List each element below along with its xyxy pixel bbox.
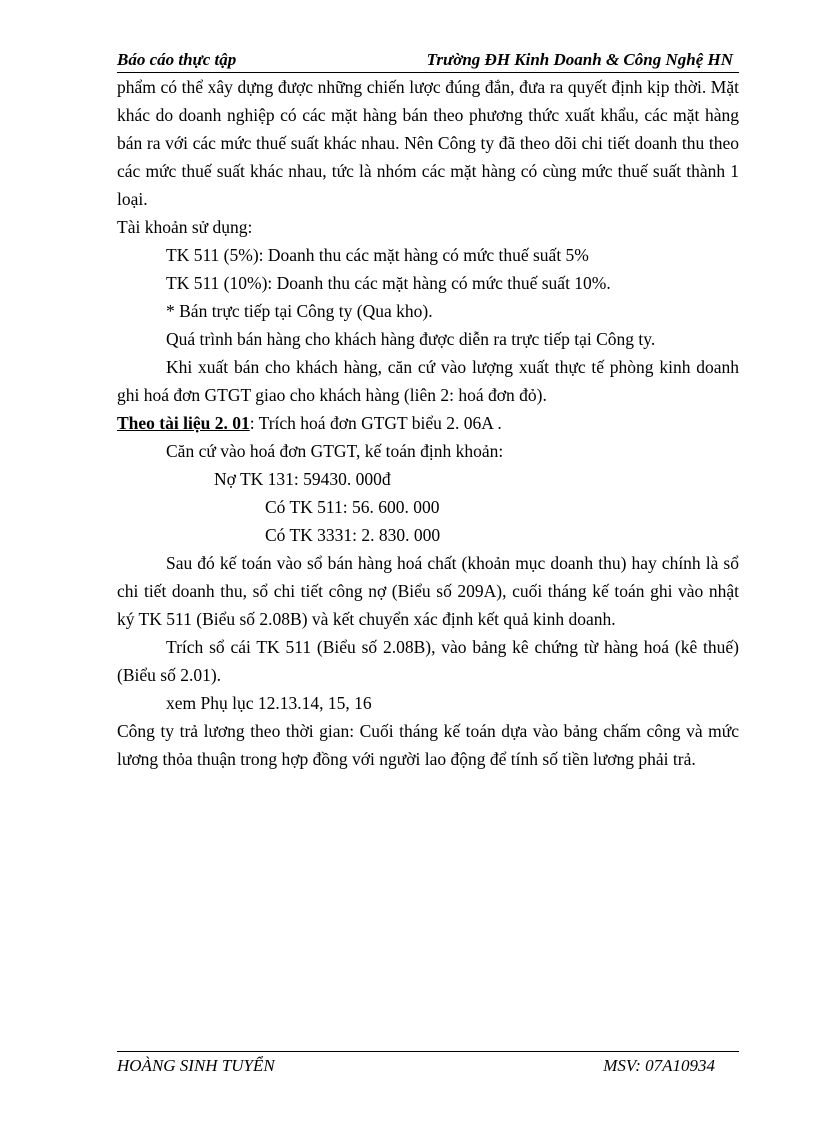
entry-credit-3331: Có TK 3331: 2. 830. 000 (265, 525, 441, 545)
paragraph-direct-sale: * Bán trực tiếp tại Công ty (Qua kho). (166, 301, 433, 321)
paragraph-invoice: Khi xuất bán cho khách hàng, căn cứ vào lượng xuất thực tế phòng kinh doanh ghi hoá đơn GTGT giao cho khách hàng (liên 2: hoá đơn đỏ). (117, 357, 739, 405)
reference-text: : Trích hoá đơn GTGT biểu 2. 06A . (249, 413, 502, 433)
paragraph-tk511-5: TK 511 (5%): Doanh thu các mặt hàng có mức thuế suất 5% (166, 245, 589, 265)
paragraph-ledger: Sau đó kế toán vào sổ bán hàng hoá chất (khoản mục doanh thu) hay chính là sổ chi tiết doanh thu, sổ chi tiết công nợ (Biểu số 209A), cuối tháng kế toán ghi vào nhật ký TK 511 (Biểu số 2.08B) và kết chuyển xác định kết quả kinh doanh. (117, 553, 739, 629)
reference-label: Theo tài liệu 2. 01 (117, 413, 250, 433)
paragraph-salary: Công ty trả lương theo thời gian: Cuối tháng kế toán dựa vào bảng chấm công và mức lương thỏa thuận trong hợp đồng với người lao động để tính số tiền lương phải trả. (117, 721, 739, 769)
header-school-name: Trường ĐH Kinh Doanh & Công Nghệ HN (426, 50, 733, 69)
paragraph-tk511-10: TK 511 (10%): Doanh thu các mặt hàng có mức thuế suất 10%. (166, 273, 611, 293)
paragraph-reference (117, 409, 739, 437)
entry-credit-511: Có TK 511: 56. 600. 000 (265, 497, 440, 517)
paragraph-appendix: xem Phụ lục 12.13.14, 15, 16 (166, 693, 372, 713)
paragraph-entry-intro: Căn cứ vào hoá đơn GTGT, kế toán định khoản: (166, 441, 504, 461)
footer-author: HOÀNG SINH TUYỂN (117, 1056, 275, 1075)
paragraph-accounts-heading: Tài khoản sử dụng: (117, 217, 253, 237)
paragraph-intro: phẩm có thể xây dựng được những chiến lược đúng đắn, đưa ra quyết định kịp thời. Mặt khác do doanh nghiệp có các mặt hàng bán theo phương thức xuất khẩu, các mặt hàng bán ra với các mức thuế suất khác nhau. Nên Công ty đã theo dõi chi tiết doanh thu theo các mức thuế suất khác nhau, tức là nhóm các mặt hàng có cùng mức thuế suất thành 1 loại. (117, 77, 739, 209)
page-footer (117, 1051, 739, 1075)
header-report-title: Báo cáo thực tập (117, 50, 237, 69)
document-body (117, 73, 739, 773)
paragraph-sale-process: Quá trình bán hàng cho khách hàng được diễn ra trực tiếp tại Công ty. (166, 329, 656, 349)
page-header (117, 50, 739, 73)
footer-student-id: MSV: 07A10934 (603, 1056, 715, 1075)
paragraph-general-ledger: Trích sổ cái TK 511 (Biểu số 2.08B), vào bảng kê chứng từ hàng hoá (kê thuế) (Biểu số 2.01). (117, 637, 739, 685)
entry-debit: Nợ TK 131: 59430. 000đ (214, 469, 391, 489)
